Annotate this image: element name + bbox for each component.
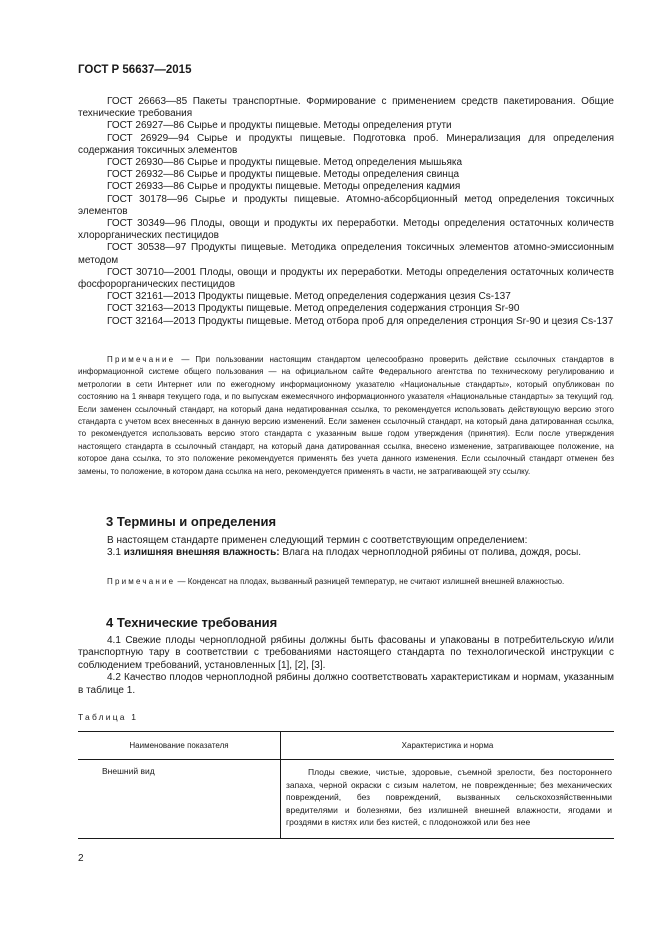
requirement-4-2: 4.2 Качество плодов черноплодной рябины должно соответствовать характеристикам и нормам, указанным в таблице 1.: [78, 672, 614, 696]
term-note: [78, 576, 614, 588]
reference-item: ГОСТ 30178—96 Сырье и продукты пищевые. Атомно-абсорбционный метод определения токсичных элементов: [78, 193, 614, 217]
normative-references-list: [78, 96, 614, 328]
note-lead: Примечание: [107, 577, 176, 586]
reference-item: ГОСТ 32164—2013 Продукты пищевые. Метод отбора проб для определения стронция Sr-90 и цезия Cs-137: [107, 315, 614, 327]
table-header-divider: [78, 759, 614, 760]
requirements-block: [78, 635, 614, 697]
reference-item: ГОСТ 30538—97 Продукты пищевые. Методика определения токсичных элементов атомно-эмиссионным методом: [78, 242, 614, 266]
requirement-4-1: 4.1 Свежие плоды черноплодной рябины должны быть фасованы и упакованы в потребительскую и/или транспортную тару в соответствии с требованиями настоящего стандарта по технологической инструкции с соблюдением требований, установленных [1], [2], [3].: [78, 635, 614, 671]
reference-item: ГОСТ 30349—96 Плоды, овощи и продукты их переработки. Методы определения остаточных количеств хлорорганических пестицидов: [78, 218, 614, 242]
table-header-norm: Характеристика и норма: [401, 741, 494, 750]
reference-item: ГОСТ 26932—86 Сырье и продукты пищевые. Методы определения свинца: [107, 169, 460, 181]
term-definition: [78, 547, 614, 559]
note-text: — Конденсат на плодах, вызванный разницей температур, не считают излишней внешней влажностью.: [175, 577, 565, 586]
table-cell-indicator: Внешний вид: [102, 766, 155, 776]
terms-intro: В настоящем стандарте применен следующий термин с соответствующим определением:: [107, 535, 528, 546]
reference-item: ГОСТ 30710—2001 Плоды, овощи и продукты их переработки. Методы определения остаточных количеств фосфорорганических пестицидов: [78, 266, 614, 291]
note-lead: Примечание: [107, 355, 176, 364]
table-header-indicator: Наименование показателя: [129, 741, 229, 750]
terms-block: [78, 535, 614, 560]
table-caption: Таблица 1: [78, 712, 139, 722]
document-code: ГОСТ Р 56637—2015: [78, 64, 192, 76]
section-4-title: 4 Технические требования: [106, 615, 278, 630]
term-number: 3.1: [107, 547, 124, 559]
term-text: Влага на плодах черноплодной рябины от полива, дождя, росы.: [279, 547, 582, 559]
reference-item: ГОСТ 26927—86 Сырье и продукты пищевые. Методы определения ртути: [107, 120, 452, 132]
page-number: 2: [78, 853, 84, 864]
term-name: излишняя внешняя влажность:: [123, 547, 280, 559]
section-3-title: 3 Термины и определения: [106, 514, 277, 529]
reference-item: ГОСТ 32161—2013 Продукты пищевые. Метод определения содержания цезия Cs-137: [107, 291, 511, 303]
reference-item: ГОСТ 26929—94 Сырье и продукты пищевые. Подготовка проб. Минерализация для определения содержания токсичных элементов: [78, 132, 614, 156]
reference-item: ГОСТ 26933—86 Сырье и продукты пищевые. Методы определения кадмия: [107, 181, 461, 193]
table-cell-norm-text: Плоды свежие, чистые, здоровые, съемной зрелости, без постороннего запаха, черной окраски с сизым налетом, не поврежденные; без механических повреждений, без повреждений, вызванных сельскохозяйственными вредителями и болезнями, без излишней внешней влажности, ягодами и гроздями в кистях или без кистей, с плодоножкой или без нее: [286, 767, 612, 828]
reference-item: ГОСТ 32163—2013 Продукты пищевые. Метод определения содержания стронция Sr-90: [107, 303, 520, 315]
reference-item: ГОСТ 26663—85 Пакеты транспортные. Формирование с применением средств пакетирования. Общие технические требования: [78, 96, 614, 120]
quality-table: [78, 731, 614, 839]
table-cell-norm: [286, 766, 612, 829]
note-text: — При пользовании настоящим стандартом целесообразно проверить действие ссылочных стандартов в информационной системе общего пользования — на официальном сайте Федерального агентства по техническому регулированию и метрологии в сети Интернет или по ежегодному информационному указателю «Национальные стандарты», который опубликован по состоянию на 1 января текущего года, и по выпускам ежемесячного информационного указателя «Национальные стандарты» за текущий год. Если заменен ссылочный стандарт, на который дана недатированная ссылка, то рекомендуется использовать действующую версию этого стандарта с учетом всех внесенных в данную версию изменений. Если заменен ссылочный стандарт, на который дана датированная ссылка, то рекомендуется использовать версию этого стандарта с указанным выше годом утверждения (принятия). Если после утверждения настоящего стандарта в ссылочный стандарт, на который дана датированная ссылка, внесено изменение, затрагивающее положение, на которое дана ссылка, то это положение рекомендуется применять без учета данного изменения. Если ссылочный стандарт отменен без замены, то положение, в котором дана ссылка на него, рекомендуется применять в части, не затрагивающей эту ссылку.: [78, 355, 614, 476]
reference-item: ГОСТ 26930—86 Сырье и продукты пищевые. Метод определения мышьяка: [107, 157, 463, 169]
references-note: [78, 354, 614, 478]
